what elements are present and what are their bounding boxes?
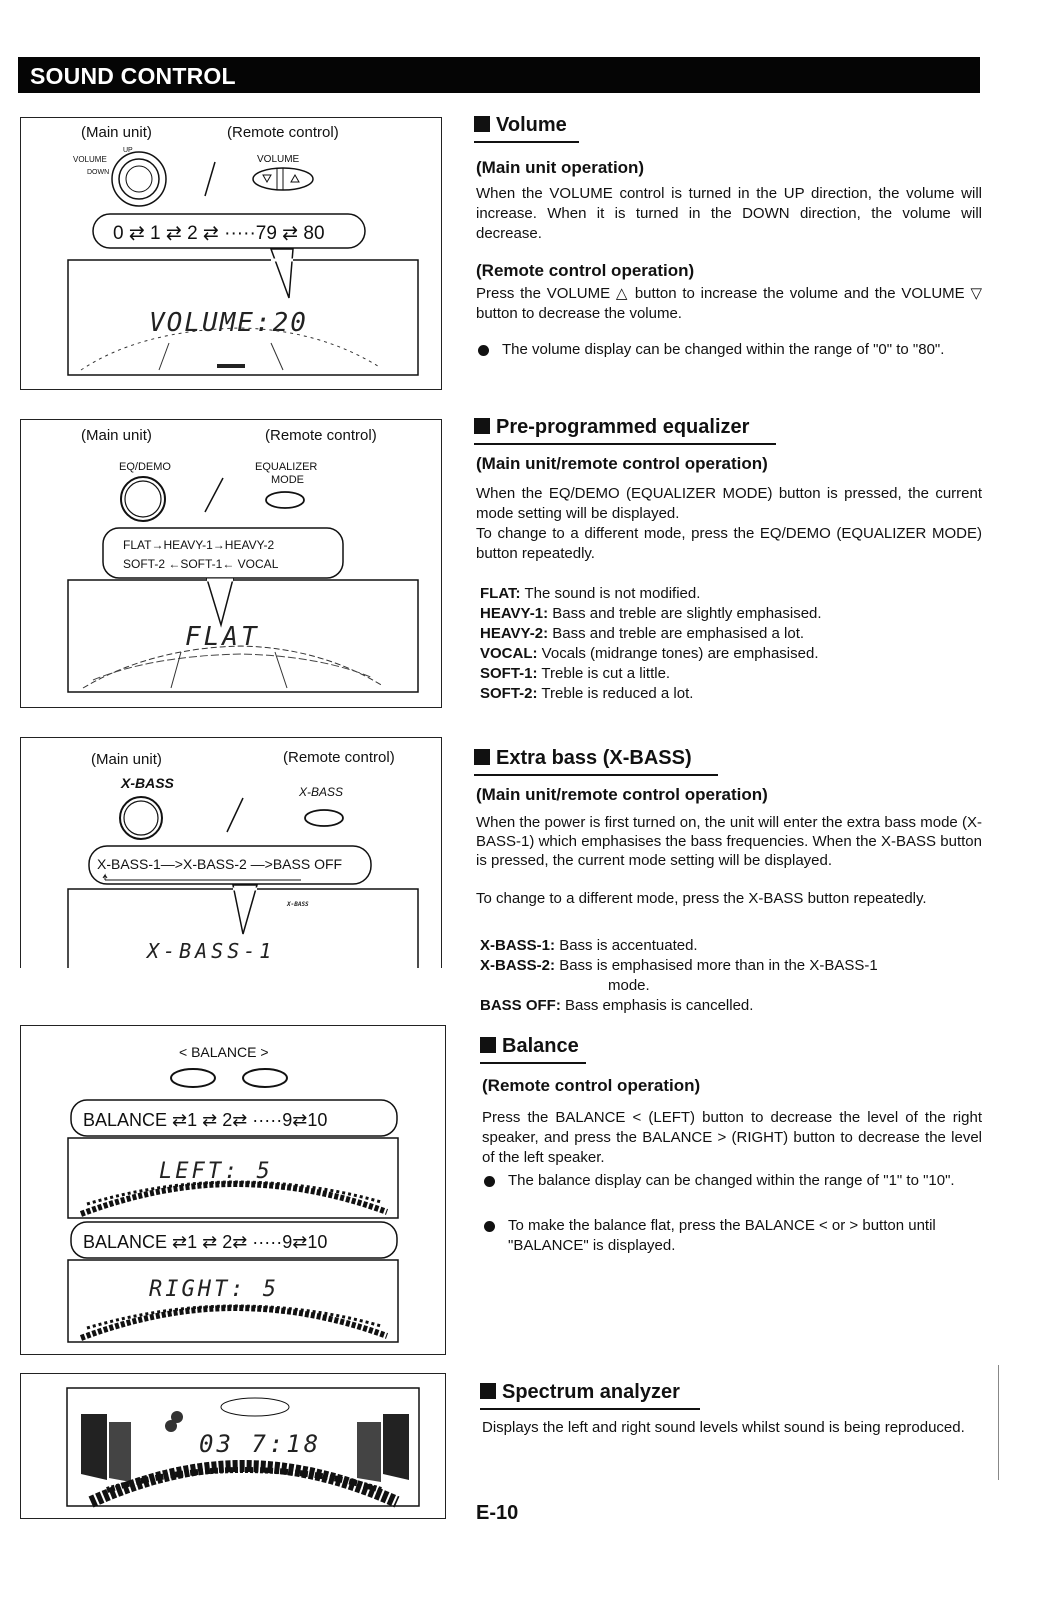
- balance-right-lcd-display: [68, 1260, 398, 1342]
- balance-right-button-icon: [243, 1069, 287, 1087]
- spectrum-illustration: [20, 1373, 446, 1519]
- spectrum-heading: Spectrum analyzer: [480, 1381, 680, 1404]
- equalizer-text-1: When the EQ/DEMO (EQUALIZER MODE) button is pressed, the current mode setting will be displayed.: [476, 485, 982, 522]
- equalizer-text-2: To change to a different mode, press the EQ/DEMO (EQUALIZER MODE) button repeatedly.: [476, 525, 982, 562]
- balance-buttons-label: < BALANCE >: [179, 1044, 269, 1060]
- xbass-text-2: To change to a different mode, press the X-BASS button repeatedly.: [476, 890, 927, 907]
- xbass-subheading: (Main unit/remote control operation): [476, 785, 768, 804]
- volume-remote-subheading: (Remote control operation): [476, 261, 695, 280]
- xbass-remote-label: X-BASS: [299, 785, 344, 799]
- list-item: HEAVY-1: Bass and treble are slightly emphasised.: [480, 605, 822, 622]
- heading-square-icon: [480, 1383, 496, 1399]
- page-title: SOUND CONTROL: [30, 63, 236, 89]
- mode-label: MODE: [271, 474, 304, 486]
- xbass-button-icon: [120, 797, 162, 839]
- balance-subheading: (Remote control operation): [482, 1076, 701, 1095]
- balance-illustration: [20, 1025, 446, 1355]
- svg-text:0 ⇄ 1 ⇄ 2 ⇄ ·····79 ⇄ 80: 0 ⇄ 1 ⇄ 2 ⇄ ·····79 ⇄ 80: [113, 223, 325, 244]
- xbass-main-label: X-BASS: [121, 775, 174, 791]
- volume-lcd-display: [68, 249, 418, 375]
- page-number: E-10: [476, 1502, 519, 1524]
- list-item: X-BASS-2: Bass is emphasised more than in the X-BASS-1 mode.: [480, 957, 878, 994]
- scan-edge-mark: [998, 1365, 999, 1480]
- xbass-remote-button-icon: [305, 810, 343, 826]
- list-item: VOCAL: Vocals (midrange tones) are emphasised.: [480, 645, 819, 662]
- balance-text: Press the BALANCE < (LEFT) button to decrease the level of the right speaker, and press the BALANCE > (RIGHT) button to decrease the level of the left speaker.: [482, 1109, 982, 1166]
- remote-volume-button-icon: [253, 168, 313, 190]
- spectrum-text: Displays the left and right sound levels whilst sound is being reproduced.: [482, 1419, 965, 1436]
- balance-left-lcd-display: [68, 1138, 398, 1218]
- svg-text:VOLUME: VOLUME: [73, 155, 107, 164]
- bullet-icon: [478, 345, 489, 356]
- balance-flat-note: To make the balance flat, press the BALANCE < or > button until "BALANCE" is displayed.: [482, 1216, 982, 1256]
- xbass-mode-list: [480, 936, 980, 1016]
- equalizer-heading: Pre-programmed equalizer: [474, 416, 749, 439]
- heading-square-icon: [474, 116, 490, 132]
- balance-left-button-icon: [171, 1069, 215, 1087]
- section-header-bar: [18, 57, 980, 93]
- volume-range-note: The volume display can be changed within the range of "0" to "80".: [476, 340, 982, 360]
- list-item: SOFT-1: Treble is cut a little.: [480, 665, 671, 682]
- volume-knob-icon: [73, 147, 166, 206]
- eq-lcd-display: [68, 579, 418, 692]
- svg-text:DOWN: DOWN: [87, 169, 110, 176]
- eq-demo-label: EQ/DEMO: [119, 461, 171, 473]
- equalizer-mode-list: [480, 584, 980, 704]
- equalizer-mode-button-icon: [266, 492, 304, 508]
- spectrum-lcd-display: [67, 1388, 419, 1506]
- remote-volume-label: VOLUME: [257, 154, 300, 165]
- volume-illustration: [20, 117, 442, 390]
- equalizer-illustration: [20, 419, 442, 708]
- volume-heading: Volume: [474, 114, 567, 137]
- list-item: SOFT-2: Treble is reduced a lot.: [480, 685, 694, 702]
- equalizer-subheading: (Main unit/remote control operation): [476, 454, 768, 473]
- main-unit-label: (Main unit): [91, 751, 162, 768]
- remote-control-label: (Remote control): [283, 749, 395, 766]
- xbass-heading: Extra bass (X-BASS): [474, 747, 692, 770]
- list-item: HEAVY-2: Bass and treble are emphasised a lot.: [480, 625, 805, 642]
- remote-control-label: (Remote control): [227, 124, 339, 141]
- xbass-lcd-display: [68, 885, 418, 968]
- bullet-icon: [484, 1176, 495, 1187]
- svg-text:BALANCE ⇄1 ⇄ 2⇄ ·····9⇄10: BALANCE ⇄1 ⇄ 2⇄ ·····9⇄10: [83, 1232, 328, 1252]
- svg-text:FLAT→HEAVY-1→HEAVY-2: FLAT→HEAVY-1→HEAVY-2: [123, 538, 275, 552]
- eq-demo-button-icon: [121, 477, 165, 521]
- volume-remote-text: Press the VOLUME △ button to increase the volume and the VOLUME ▽ button to decrease the volume.: [476, 285, 982, 322]
- bullet-icon: [484, 1221, 495, 1232]
- spectrum-lcd-text: 03 7:18: [199, 1430, 322, 1458]
- equalizer-label: EQUALIZER: [255, 461, 318, 473]
- volume-main-subheading: (Main unit operation): [476, 158, 645, 177]
- balance-range-note: The balance display can be changed within the range of "1" to "10".: [482, 1171, 982, 1191]
- balance-heading: Balance: [480, 1035, 579, 1058]
- volume-lcd-text: VOLUME:20: [149, 308, 308, 338]
- xbass-text-1: When the power is first turned on, the unit will enter the extra bass mode (X-BASS-1) which emphasises the bass frequencies. When the X-BASS button is pressed, the current mode setting will be displayed.: [476, 814, 982, 869]
- balance-left-lcd-text: LEFT: 5: [159, 1159, 273, 1184]
- heading-square-icon: [474, 749, 490, 765]
- svg-text:SOFT-2 ←SOFT-1← VOCAL: SOFT-2 ←SOFT-1← VOCAL: [123, 557, 279, 571]
- svg-text:UP: UP: [123, 147, 133, 154]
- main-unit-label: (Main unit): [81, 427, 152, 444]
- xbass-lcd-small-text: X-BASS: [287, 901, 309, 908]
- balance-right-lcd-text: RIGHT: 5: [149, 1277, 279, 1302]
- list-item: FLAT: The sound is not modified.: [480, 585, 701, 602]
- list-item: X-BASS-1: Bass is accentuated.: [480, 937, 698, 954]
- main-unit-label: (Main unit): [81, 124, 152, 141]
- xbass-illustration: [20, 737, 442, 968]
- heading-square-icon: [474, 418, 490, 434]
- eq-lcd-text: FLAT: [185, 622, 260, 652]
- svg-text:X-BASS-1—>X-BASS-2 —>BASS OFF: X-BASS-1—>X-BASS-2 —>BASS OFF: [97, 856, 343, 872]
- volume-main-text: When the VOLUME control is turned in the UP direction, the volume will increase. When it is turned in the DOWN direction, the volume will decrease.: [476, 185, 982, 242]
- xbass-lcd-text: X-BASS-1: [147, 939, 276, 963]
- svg-text:BALANCE ⇄1 ⇄ 2⇄ ·····9⇄10: BALANCE ⇄1 ⇄ 2⇄ ·····9⇄10: [83, 1110, 328, 1130]
- heading-square-icon: [480, 1037, 496, 1053]
- list-item: BASS OFF: Bass emphasis is cancelled.: [480, 997, 754, 1014]
- remote-control-label: (Remote control): [265, 427, 377, 444]
